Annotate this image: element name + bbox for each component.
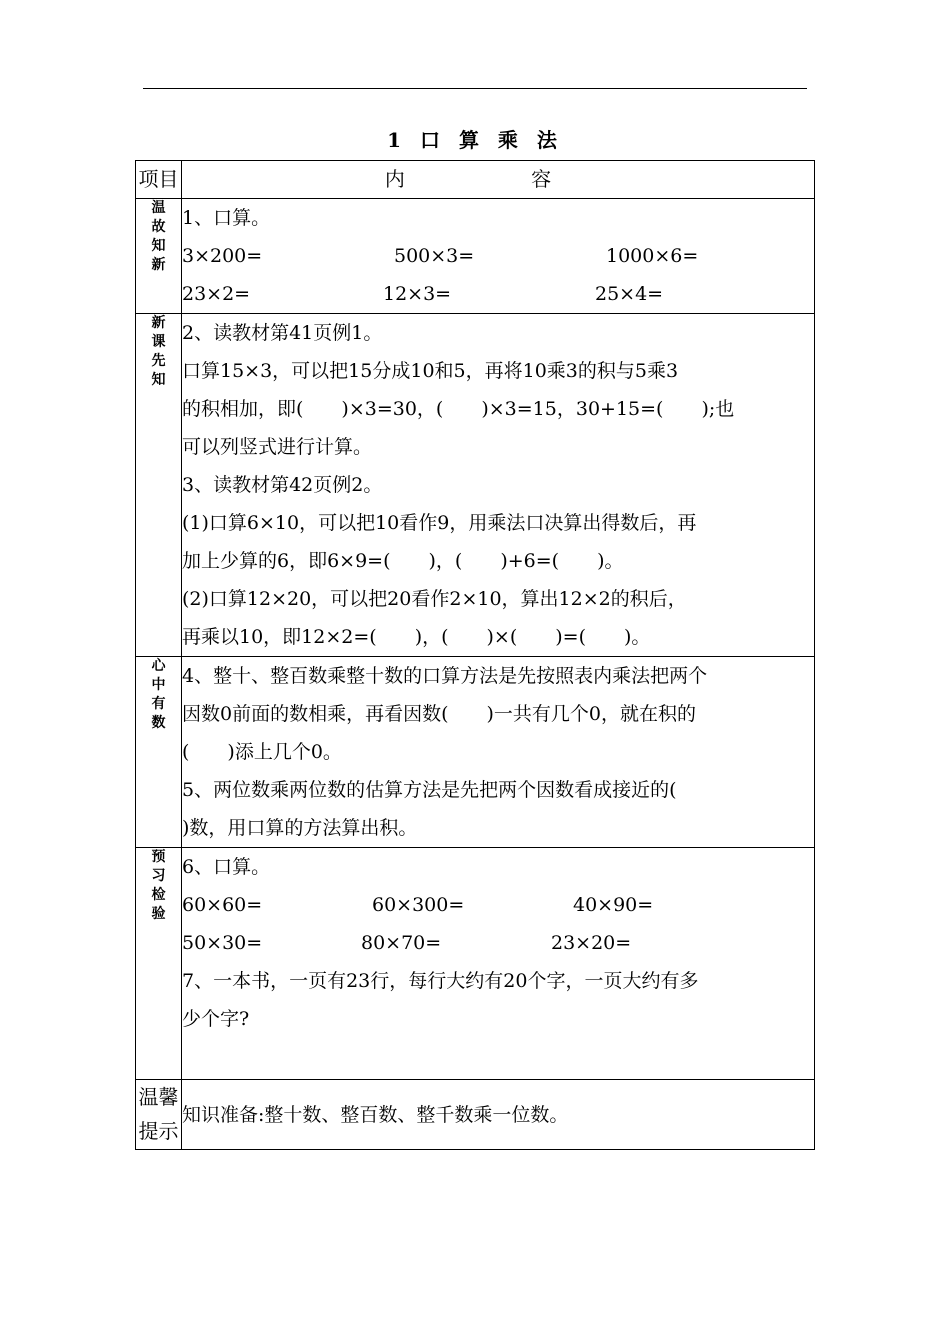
check-line-7a: 7、一本书，一页有23行，每行大约有20个字，一页大约有多 [182,970,699,992]
check-eq-row-2 [182,924,814,962]
mind-line-5: )数，用口算的方法算出积。 [182,817,418,839]
header-col-content: 内 容 [182,161,815,199]
page-title: 1 口 算 乘 法 [387,128,563,152]
new-line-2: 口算15×3，可以把15分成10和5，再将10乘3的积与5乘3 [182,360,679,382]
check-eq-row-1 [182,886,814,924]
tip-row [136,1080,815,1150]
mind-line-1: 4、整十、整百数乘整十数的口算方法是先按照表内乘法把两个 [182,665,708,687]
new-label-cell [136,314,182,657]
mind-label-cell [136,657,182,848]
mind-line-3: ( )添上几个0。 [182,741,342,763]
review-label-cell [136,199,182,314]
review-row [136,199,815,314]
mind-line-4: 5、两位数乘两位数的估算方法是先把两个因数看成接近的( [182,779,677,801]
new-line-1: 2、读教材第41页例1。 [182,322,383,344]
header-row [136,161,815,199]
check-eq-4: 50×30= [182,932,263,954]
tip-content [182,1080,815,1150]
new-line-8: (2)口算12×20，可以把20看作2×10，算出12×2的积后， [182,588,687,610]
review-eq-5: 12×3= [383,283,452,305]
new-label: 新课先知 [151,315,166,388]
new-line-4: 可以列竖式进行计算。 [182,436,373,458]
new-content [182,314,815,657]
review-eq-6: 25×4= [595,283,664,305]
worksheet-table [135,160,815,1150]
check-eq-5: 80×70= [361,932,442,954]
check-eq-3: 40×90= [573,894,654,916]
check-row [136,848,815,1080]
review-eq-4: 23×2= [182,283,251,305]
new-line-6: (1)口算6×10，可以把10看作9，用乘法口决算出得数后，再 [182,512,697,534]
review-eq-row-1 [182,237,814,275]
new-line-7: 加上少算的6，即6×9=( )，( )+6=( )。 [182,550,624,572]
review-eq-2: 500×3= [394,245,475,267]
new-knowledge-row [136,314,815,657]
review-label: 温故知新 [151,200,166,273]
new-line-9: 再乘以10，即12×2=( )，( )×( )=( )。 [182,626,651,648]
check-label: 预习检验 [151,849,166,922]
top-rule [143,88,807,89]
tip-text: 知识准备:整十数、整百数、整千数乘一位数。 [182,1103,569,1126]
check-line-1: 6、口算。 [182,856,271,878]
header-col-item: 项目 [136,161,182,199]
new-line-5: 3、读教材第42页例2。 [182,474,383,496]
tip-label-cell [136,1080,182,1150]
review-content [182,199,815,314]
check-eq-1: 60×60= [182,894,263,916]
mind-content [182,657,815,848]
check-line-7b: 少个字? [182,1008,250,1030]
tip-label: 温馨提示 [138,1085,179,1143]
review-line-1: 1、口算。 [182,207,271,229]
mind-label: 心中有数 [151,658,166,731]
new-line-3: 的积相加，即( )×3=30，( )×3=15，30+15=( );也 [182,398,735,420]
review-eq-1: 3×200= [182,245,263,267]
check-eq-6: 23×20= [551,932,632,954]
check-content [182,848,815,1080]
mind-row [136,657,815,848]
review-eq-3: 1000×6= [606,245,699,267]
check-eq-2: 60×300= [372,894,465,916]
mind-line-2: 因数0前面的数相乘，再看因数( )一共有几个0，就在积的 [182,703,697,725]
review-eq-row-2 [182,275,814,313]
check-label-cell [136,848,182,1080]
